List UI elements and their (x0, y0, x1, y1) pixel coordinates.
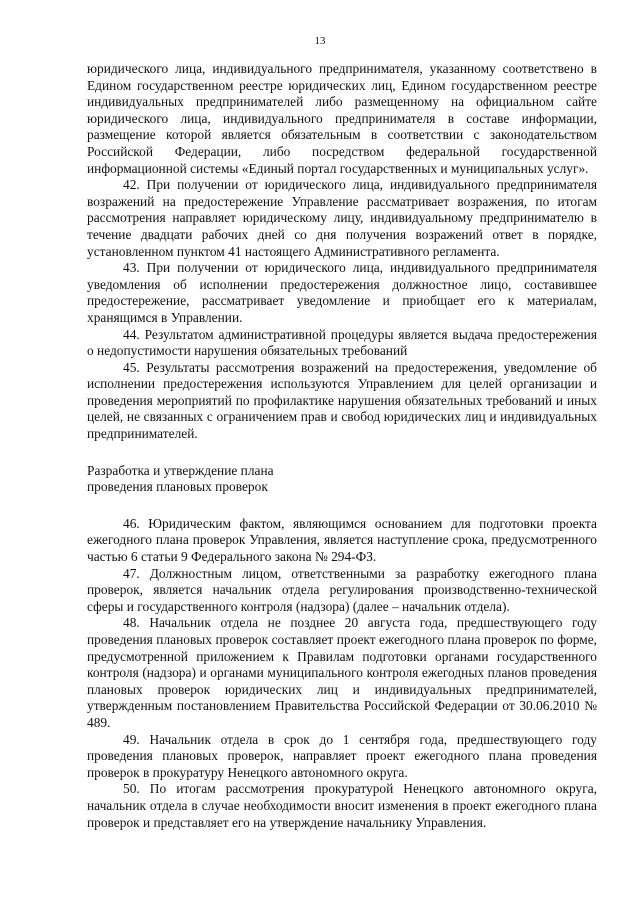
paragraph-47: 47. Должностным лицом, ответственными за разработку ежегодного плана проверок, является начальник отдела регулирования производственно-технической сферы и государственного контроля (надзора) (далее – начальник отдела). (87, 565, 597, 614)
paragraph-49: 49. Начальник отдела в срок до 1 сентября года, предшествующего году проведения плановых проверок, направляет проект ежегодного плана проведения проверок в прокуратуру Ненецкого автономного округа. (87, 731, 597, 780)
paragraph-44: 44. Результатом административной процедуры является выдача предостережения о недопустимости нарушения обязательных требований (87, 326, 597, 359)
paragraph-45: 45. Результаты рассмотрения возражений на предостережения, уведомление об исполнении предостережения используются Управлением для целей организации и проведения мероприятий по профилактике нарушения обязательных требований и иных целей, не связанных с ограничением прав и свобод юридических лиц и индивидуальных предпринимателей. (87, 359, 597, 442)
section-heading-line-1: Разработка и утверждение плана (87, 462, 274, 478)
page-number: 13 (314, 35, 326, 47)
paragraph-42: 42. При получении от юридического лица, индивидуального предпринимателя возражений на предостережение Управление рассматривает возражения, по итогам рассмотрения направляет юридическому лицу, индивидуальному предпринимателю в течение двадцати рабочих дней со дня получения возражений ответ в порядке, установленном пунктом 41 настоящего Административного регламента. (87, 177, 597, 259)
section-heading-line-2: проведения плановых проверок (87, 479, 268, 495)
paragraph-43: 43. При получении от юридического лица, индивидуального предпринимателя уведомления об исполнении предостережения должностное лицо, составившее предостережение, рассматривает уведомление и приобщает его к материалам, хранящимся в Управлении. (87, 260, 597, 325)
paragraph-50: 50. По итогам рассмотрения прокуратурой Ненецкого автономного округа, начальник отдела в случае необходимости вносит изменения в проект ежегодного плана проверок и представляет его на утверждение начальнику Управления. (87, 781, 597, 830)
document-body (87, 61, 597, 831)
spacer (87, 496, 597, 516)
paragraph-48: 48. Начальник отдела не позднее 20 августа года, предшествующего году проведения плановых проверок составляет проект ежегодного плана проверок по форме, предусмотренной приложением к Правилам подготовки органами государственного контроля (надзора) и органами муниципального контроля ежегодных планов проведения плановых проверок юридических лиц и индивидуальных предпринимателей, утвержденным постановлением Правительства Российской Федерации от 30.06.2010 № 489. (87, 615, 597, 730)
paragraph-46: 46. Юридическим фактом, являющимся основанием для подготовки проекта ежегодного плана проверок Управления, является наступление срока, предусмотренного частью 6 статьи 9 Федерального закона № 294-ФЗ. (87, 515, 597, 565)
paragraph-continuation: юридического лица, индивидуального предпринимателя, указанному соответствено в Едином государственном реестре юридических лиц, Едином государственном реестре индивидуальных предпринимателей либо размещенному на официальном сайте юридического лица, индивидуального предпринимателя в составе информации, размещение которой является обязательным в соответствии с законодательством Российской Федерации, либо посредством федеральной государственной информационной системы «Единый портал государственных и муниципальных услуг». (87, 61, 597, 176)
spacer (87, 443, 597, 463)
